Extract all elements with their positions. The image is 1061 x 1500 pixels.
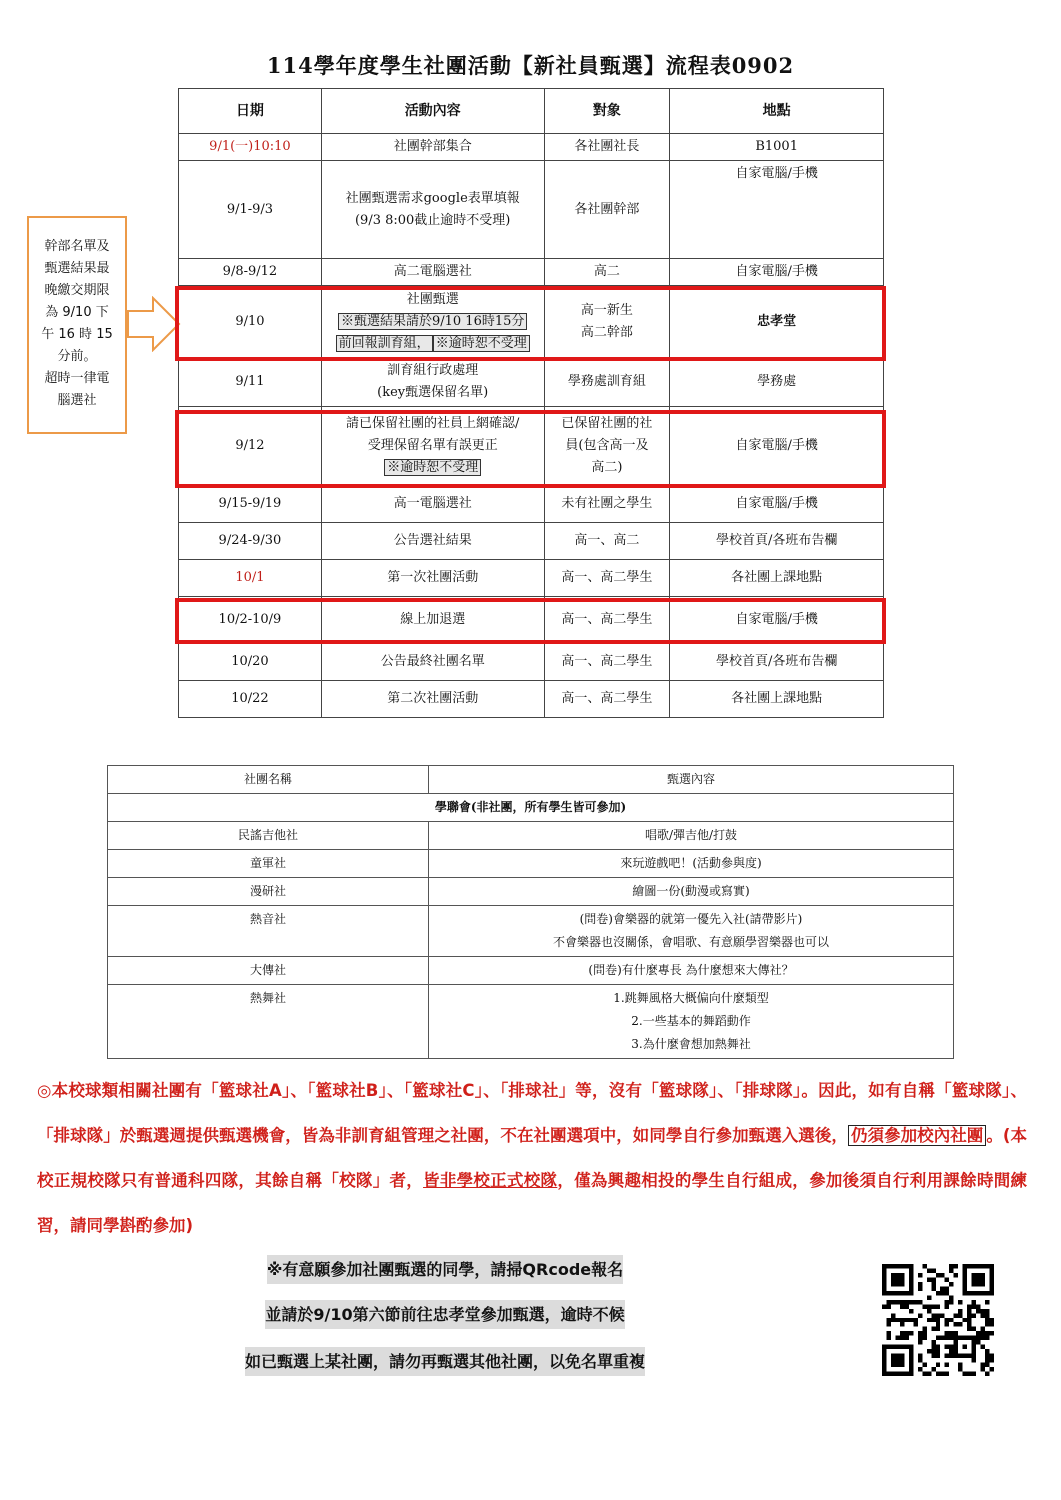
header-club-name: 社團名稱	[108, 766, 429, 794]
table-row	[108, 957, 954, 985]
table-row	[179, 523, 884, 560]
target-cell: 高一、高二	[544, 523, 670, 560]
content-cell: 高一電腦選社	[321, 486, 544, 523]
club-audition: (問卷)有什麼專長 為什麼想來大傳社？	[429, 957, 954, 985]
date-cell: 9/10	[179, 286, 322, 358]
table-row	[179, 486, 884, 523]
place-cell: 學務處	[670, 358, 884, 407]
target-line: 已保留社團的社	[561, 416, 653, 431]
table-row	[108, 878, 954, 906]
place-cell: 自家電腦/手機	[670, 407, 884, 486]
content-cell: 社團幹部集合	[321, 134, 544, 161]
audition-line: 3.為什麼會想加熱舞社	[631, 1037, 751, 1051]
table-row	[108, 906, 954, 957]
place-cell: B1001	[670, 134, 884, 161]
content-line: (9/3 8:00截止逾時不受理)	[354, 212, 511, 228]
target-cell: 高一、高二學生	[544, 681, 670, 718]
target-cell: 各社團幹部	[544, 161, 670, 259]
club-name: 童軍社	[108, 850, 429, 878]
date-cell: 9/1(一)10:10	[179, 134, 322, 161]
highlight-frame	[175, 598, 886, 644]
table-row	[179, 644, 884, 681]
club-name: 漫研社	[108, 878, 429, 906]
table-row	[179, 358, 884, 407]
content-line: 社團甄選	[406, 291, 459, 307]
notice-text: ◎本校球類相關社團有「籃球社A」、「籃球社B」、「籃球社C」、「排球社」等，沒有「籃球隊」、「排球隊」。因此，如有自稱「籃球隊」、「排球隊」於甄選週提供甄選機會，皆為非訓育組管理之社團，不在社團選項中，如同學自行參加甄選入選後，	[37, 1081, 1027, 1145]
content-cell: 第二次社團活動	[321, 681, 544, 718]
target-line: 員(包含高一及	[565, 438, 649, 453]
place-cell: 學校首頁/各班布告欄	[670, 523, 884, 560]
content-line: 受理保留名單有誤更正	[367, 438, 498, 453]
target-line: 高二)	[591, 460, 623, 475]
ball-club-notice	[37, 1068, 1027, 1248]
header-date: 日期	[179, 89, 322, 134]
notice-text: 。(本校正規校隊只有普通科四隊，其餘自稱「校隊」者，	[37, 1126, 1028, 1190]
club-audition: 來玩遊戲吧！(活動參與度)	[429, 850, 954, 878]
deadline-callout	[27, 216, 127, 434]
content-line: 訓育組行政處理	[387, 363, 479, 378]
club-audition: 繪圖一份(動漫或寫實)	[429, 878, 954, 906]
audition-line: 2.一些基本的舞蹈動作	[631, 1014, 751, 1028]
highlight-frame	[175, 410, 886, 488]
place-cell: 各社團上課地點	[670, 560, 884, 597]
table-row	[108, 822, 954, 850]
date-cell: 10/22	[179, 681, 322, 718]
target-cell: 各社團社長	[544, 134, 670, 161]
content-cell: 線上加退選	[321, 597, 544, 644]
place-cell: 各社團上課地點	[670, 681, 884, 718]
place-cell: 學校首頁/各班布告欄	[670, 644, 884, 681]
header-target: 對象	[544, 89, 670, 134]
place-cell: 自家電腦/手機	[670, 161, 884, 259]
content-line: (key甄選保留名單)	[377, 385, 489, 400]
club-name: 民謠吉他社	[108, 822, 429, 850]
callout-line: 超時一律電	[44, 371, 110, 386]
callout-line: 甄選結果最	[44, 261, 110, 276]
place-cell: 忠孝堂	[670, 286, 884, 358]
target-cell: 高一、高二學生	[544, 644, 670, 681]
audition-line: 1.跳舞風格大概偏向什麼類型	[613, 991, 769, 1005]
table-row	[179, 259, 884, 286]
notice-underlined-text: 皆非學校正式校隊	[423, 1171, 558, 1190]
right-arrow-icon	[127, 296, 181, 352]
content-cell: 高二電腦選社	[321, 259, 544, 286]
date-cell: 9/15-9/19	[179, 486, 322, 523]
club-name: 熱舞社	[108, 985, 429, 1059]
target-cell: 高一、高二學生	[544, 597, 670, 644]
table-header-row	[179, 89, 884, 134]
place-cell: 自家電腦/手機	[670, 597, 884, 644]
bottom-instruction	[0, 1349, 890, 1372]
club-audition	[429, 985, 954, 1059]
content-note: 前回報訓育組，	[336, 335, 433, 352]
table-row	[179, 134, 884, 161]
callout-line: 分前。	[57, 349, 97, 364]
content-cell: 第一次社團活動	[321, 560, 544, 597]
content-note: ※甄選結果請於9/10 16時15分	[338, 313, 527, 330]
content-cell	[321, 358, 544, 407]
table-row	[179, 681, 884, 718]
date-cell: 9/8-9/12	[179, 259, 322, 286]
target-cell: 學務處訓育組	[544, 358, 670, 407]
callout-line: 幹部名單及	[44, 239, 110, 254]
target-cell: 高二	[544, 259, 670, 286]
section-row	[108, 794, 954, 822]
audition-line: (問卷)會樂器的就第一優先入社(請帶影片)	[579, 912, 803, 926]
late-warning: ※逾時恕不受理	[433, 335, 530, 352]
table-row	[108, 850, 954, 878]
header-audition-content: 甄選內容	[429, 766, 954, 794]
clubs-table	[107, 765, 954, 1059]
callout-line: 午 16 時 15	[41, 327, 113, 342]
table-header-row	[108, 766, 954, 794]
header-content: 活動內容	[321, 89, 544, 134]
callout-line: 晚繳交期限	[44, 283, 110, 298]
bottom-text: 如已甄選上某社團，請勿再甄選其他社團，以免名單重複	[245, 1347, 645, 1376]
target-line: 高一新生	[580, 302, 633, 318]
date-cell: 9/24-9/30	[179, 523, 322, 560]
highlight-frame	[175, 286, 886, 361]
page-title: 114學年度學生社團活動【新社員甄選】流程表0902	[266, 53, 795, 78]
club-name: 熱音社	[108, 906, 429, 957]
date-cell: 9/12	[179, 407, 322, 486]
notice-boxed-text: 仍須參加校內社團	[848, 1125, 986, 1146]
audition-line: 不會樂器也沒關係，會唱歌、有意願學習樂器也可以	[552, 935, 829, 949]
date-cell: 10/1	[179, 560, 322, 597]
bottom-instruction	[0, 1257, 890, 1280]
content-line: 社團甄選需求google表單填報	[345, 190, 520, 206]
table-row	[108, 985, 954, 1059]
qr-code-icon[interactable]	[882, 1264, 994, 1376]
student-council-row: 學聯會(非社團，所有學生皆可參加)	[108, 794, 954, 822]
target-cell: 高一、高二學生	[544, 560, 670, 597]
date-cell: 10/20	[179, 644, 322, 681]
bottom-text: ※有意願參加社團甄選的同學，請掃QRcode報名	[267, 1255, 623, 1284]
date-cell: 10/2-10/9	[179, 597, 322, 644]
content-cell	[321, 161, 544, 259]
content-cell: 公告選社結果	[321, 523, 544, 560]
date-cell: 9/11	[179, 358, 322, 407]
bottom-instruction	[0, 1302, 890, 1325]
table-row	[179, 560, 884, 597]
place-cell: 自家電腦/手機	[670, 486, 884, 523]
target-cell: 未有社團之學生	[544, 486, 670, 523]
club-audition	[429, 906, 954, 957]
table-row	[179, 161, 884, 259]
callout-line: 為 9/10 下	[45, 305, 109, 320]
target-line: 高二幹部	[580, 324, 633, 340]
content-cell: 公告最終社團名單	[321, 644, 544, 681]
notice-text: ，僅為興趣相投的學生自行組成，參加後須自行利用課餘時間練習，請同學斟酌參加)	[37, 1171, 1028, 1235]
place-cell: 自家電腦/手機	[670, 259, 884, 286]
date-cell: 9/1-9/3	[179, 161, 322, 259]
callout-line: 腦選社	[57, 393, 97, 408]
bottom-text: 並請於9/10第六節前往忠孝堂參加甄選，逾時不候	[265, 1300, 624, 1329]
club-audition: 唱歌/彈吉他/打鼓	[429, 822, 954, 850]
late-warning: ※逾時恕不受理	[384, 459, 481, 476]
content-line: 請已保留社團的社員上網確認/	[346, 416, 520, 431]
club-name: 大傳社	[108, 957, 429, 985]
header-place: 地點	[670, 89, 884, 134]
